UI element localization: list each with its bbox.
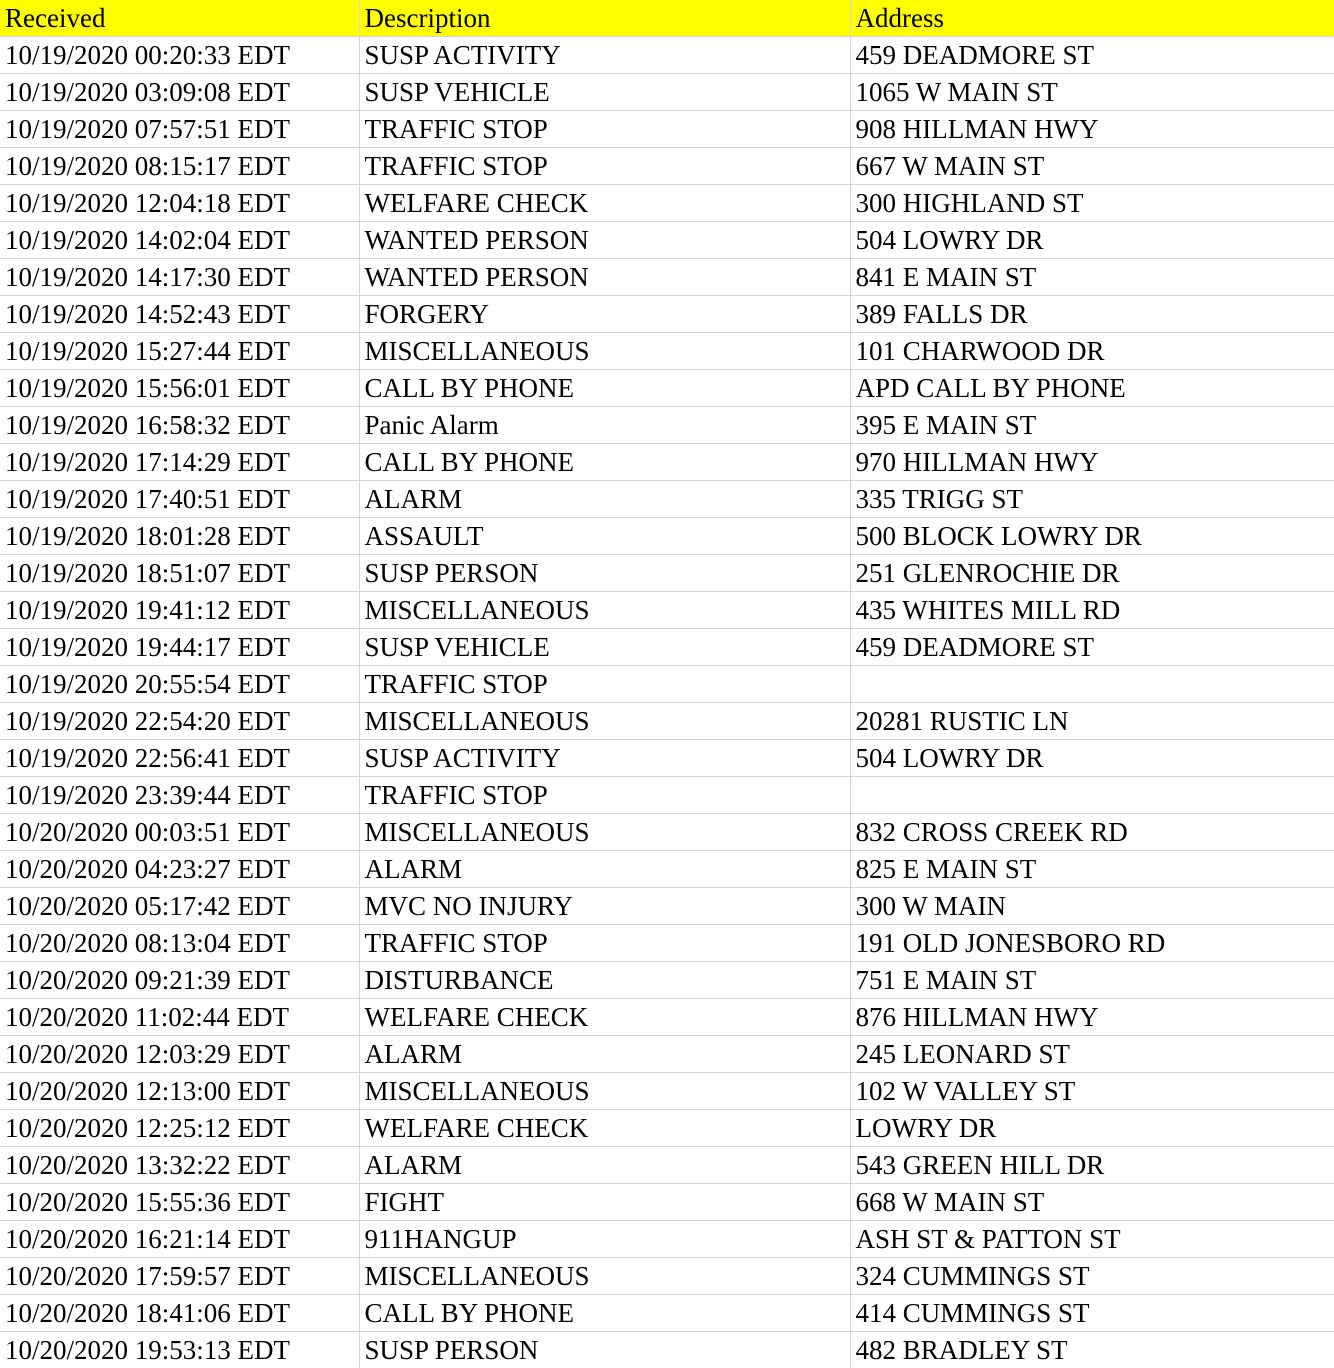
cell-description[interactable]: SUSP VEHICLE [359,74,850,111]
cell-description[interactable]: ALARM [359,1147,850,1184]
cell-received[interactable]: 10/19/2020 20:55:54 EDT [0,666,359,703]
table-row [0,148,1334,185]
cell-received[interactable]: 10/19/2020 12:04:18 EDT [0,185,359,222]
table-row [0,1036,1334,1073]
table-row [0,222,1334,259]
cell-address[interactable]: APD CALL BY PHONE [850,370,1334,407]
table-row [0,703,1334,740]
table-header [0,0,1334,37]
cell-received[interactable]: 10/19/2020 18:51:07 EDT [0,555,359,592]
table-row [0,1073,1334,1110]
cell-received[interactable]: 10/20/2020 12:03:29 EDT [0,1036,359,1073]
table-row [0,851,1334,888]
cell-description[interactable]: MISCELLANEOUS [359,703,850,740]
table-row [0,1147,1334,1184]
cell-description[interactable]: TRAFFIC STOP [359,111,850,148]
cell-address[interactable]: 389 FALLS DR [850,296,1334,333]
table-row [0,333,1334,370]
cell-address[interactable] [850,666,1334,703]
cell-description[interactable]: WELFARE CHECK [359,1110,850,1147]
table-row [0,1332,1334,1368]
cell-address[interactable]: 435 WHITES MILL RD [850,592,1334,629]
cell-description[interactable]: WANTED PERSON [359,222,850,259]
cell-address[interactable]: ASH ST & PATTON ST [850,1221,1334,1258]
cell-received[interactable]: 10/20/2020 12:13:00 EDT [0,1073,359,1110]
cell-received[interactable]: 10/19/2020 00:20:33 EDT [0,37,359,74]
cell-received[interactable]: 10/19/2020 22:56:41 EDT [0,740,359,777]
cell-received[interactable]: 10/19/2020 14:52:43 EDT [0,296,359,333]
table-row [0,185,1334,222]
cell-description[interactable]: CALL BY PHONE [359,1295,850,1332]
cell-received[interactable]: 10/19/2020 14:17:30 EDT [0,259,359,296]
cell-description[interactable]: TRAFFIC STOP [359,777,850,814]
cell-address[interactable]: 324 CUMMINGS ST [850,1258,1334,1295]
cell-received[interactable]: 10/19/2020 18:01:28 EDT [0,518,359,555]
cell-received[interactable]: 10/20/2020 05:17:42 EDT [0,888,359,925]
cell-address[interactable]: 482 BRADLEY ST [850,1332,1334,1368]
cell-address[interactable]: 251 GLENROCHIE DR [850,555,1334,592]
table-row [0,592,1334,629]
cell-address[interactable]: 414 CUMMINGS ST [850,1295,1334,1332]
table-row [0,1110,1334,1147]
cell-description[interactable]: WELFARE CHECK [359,185,850,222]
cell-description[interactable]: TRAFFIC STOP [359,925,850,962]
table-row [0,629,1334,666]
cell-received[interactable]: 10/19/2020 17:40:51 EDT [0,481,359,518]
cell-address[interactable]: 500 BLOCK LOWRY DR [850,518,1334,555]
cell-description[interactable]: MVC NO INJURY [359,888,850,925]
cell-description[interactable]: SUSP PERSON [359,1332,850,1368]
cell-address[interactable]: LOWRY DR [850,1110,1334,1147]
cell-description[interactable]: WANTED PERSON [359,259,850,296]
cell-address[interactable]: 504 LOWRY DR [850,740,1334,777]
cell-received[interactable]: 10/19/2020 19:41:12 EDT [0,592,359,629]
cell-received[interactable]: 10/20/2020 13:32:22 EDT [0,1147,359,1184]
table-row [0,1184,1334,1221]
table-row [0,962,1334,999]
cell-description[interactable]: MISCELLANEOUS [359,814,850,851]
cell-address[interactable]: 970 HILLMAN HWY [850,444,1334,481]
cell-address[interactable]: 841 E MAIN ST [850,259,1334,296]
cell-received[interactable]: 10/20/2020 11:02:44 EDT [0,999,359,1036]
cell-address[interactable]: 908 HILLMAN HWY [850,111,1334,148]
cell-address[interactable]: 191 OLD JONESBORO RD [850,925,1334,962]
cell-address[interactable]: 20281 RUSTIC LN [850,703,1334,740]
cell-received[interactable]: 10/20/2020 09:21:39 EDT [0,962,359,999]
cell-description[interactable]: MISCELLANEOUS [359,1073,850,1110]
table-row [0,888,1334,925]
cell-address[interactable]: 245 LEONARD ST [850,1036,1334,1073]
cell-received[interactable]: 10/20/2020 18:41:06 EDT [0,1295,359,1332]
cell-address[interactable]: 825 E MAIN ST [850,851,1334,888]
cell-received[interactable]: 10/20/2020 08:13:04 EDT [0,925,359,962]
cell-received[interactable]: 10/19/2020 08:15:17 EDT [0,148,359,185]
cell-description[interactable]: FORGERY [359,296,850,333]
table-row [0,1258,1334,1295]
header-address[interactable]: Address [850,0,1334,37]
cell-received[interactable]: 10/20/2020 04:23:27 EDT [0,851,359,888]
table-row [0,74,1334,111]
cell-description[interactable]: SUSP VEHICLE [359,629,850,666]
header-description[interactable]: Description [359,0,850,37]
cell-received[interactable]: 10/20/2020 17:59:57 EDT [0,1258,359,1295]
cell-received[interactable]: 10/20/2020 15:55:36 EDT [0,1184,359,1221]
cell-received[interactable]: 10/19/2020 17:14:29 EDT [0,444,359,481]
cell-description[interactable]: MISCELLANEOUS [359,1258,850,1295]
cell-description[interactable]: SUSP PERSON [359,555,850,592]
cell-address[interactable]: 668 W MAIN ST [850,1184,1334,1221]
cell-description[interactable]: Panic Alarm [359,407,850,444]
table-row [0,925,1334,962]
table-row [0,407,1334,444]
cell-description[interactable]: DISTURBANCE [359,962,850,999]
cell-description[interactable]: SUSP ACTIVITY [359,37,850,74]
cell-received[interactable]: 10/20/2020 19:53:13 EDT [0,1332,359,1368]
cell-address[interactable]: 300 W MAIN [850,888,1334,925]
cell-address[interactable]: 1065 W MAIN ST [850,74,1334,111]
table-row [0,814,1334,851]
cell-received[interactable]: 10/19/2020 15:27:44 EDT [0,333,359,370]
cell-description[interactable]: FIGHT [359,1184,850,1221]
cell-received[interactable]: 10/19/2020 15:56:01 EDT [0,370,359,407]
cell-address[interactable]: 101 CHARWOOD DR [850,333,1334,370]
cell-address[interactable]: 667 W MAIN ST [850,148,1334,185]
table-body [0,37,1334,1368]
table-row [0,370,1334,407]
cell-received[interactable]: 10/19/2020 23:39:44 EDT [0,777,359,814]
header-row [0,0,1334,37]
cell-description[interactable]: MISCELLANEOUS [359,592,850,629]
cell-received[interactable]: 10/20/2020 12:25:12 EDT [0,1110,359,1147]
table-row [0,518,1334,555]
cell-received[interactable]: 10/20/2020 16:21:14 EDT [0,1221,359,1258]
table-row [0,777,1334,814]
table-row [0,481,1334,518]
table-row [0,37,1334,74]
cell-address[interactable]: 395 E MAIN ST [850,407,1334,444]
cell-description[interactable]: TRAFFIC STOP [359,666,850,703]
table-row [0,1221,1334,1258]
cell-received[interactable]: 10/19/2020 14:02:04 EDT [0,222,359,259]
table-row [0,555,1334,592]
cell-received[interactable]: 10/20/2020 00:03:51 EDT [0,814,359,851]
cell-description[interactable]: ASSAULT [359,518,850,555]
cell-address[interactable]: 102 W VALLEY ST [850,1073,1334,1110]
cell-address[interactable]: 543 GREEN HILL DR [850,1147,1334,1184]
header-received[interactable]: Received [0,0,359,37]
table-row [0,259,1334,296]
cell-description[interactable]: ALARM [359,1036,850,1073]
cell-address[interactable]: 832 CROSS CREEK RD [850,814,1334,851]
cell-description[interactable]: ALARM [359,851,850,888]
cell-address[interactable]: 300 HIGHLAND ST [850,185,1334,222]
cell-received[interactable]: 10/19/2020 07:57:51 EDT [0,111,359,148]
cell-received[interactable]: 10/19/2020 19:44:17 EDT [0,629,359,666]
cell-address[interactable]: 876 HILLMAN HWY [850,999,1334,1036]
table-row [0,999,1334,1036]
cell-description[interactable]: TRAFFIC STOP [359,148,850,185]
cell-description[interactable]: MISCELLANEOUS [359,333,850,370]
cell-description[interactable]: ALARM [359,481,850,518]
cell-address[interactable]: 459 DEADMORE ST [850,629,1334,666]
cell-description[interactable]: CALL BY PHONE [359,370,850,407]
cell-received[interactable]: 10/19/2020 16:58:32 EDT [0,407,359,444]
cell-description[interactable]: SUSP ACTIVITY [359,740,850,777]
table-row [0,444,1334,481]
cell-received[interactable]: 10/19/2020 22:54:20 EDT [0,703,359,740]
table-row [0,666,1334,703]
table-row [0,111,1334,148]
table-row [0,296,1334,333]
cell-address[interactable] [850,777,1334,814]
table-row [0,740,1334,777]
cell-description[interactable]: 911HANGUP [359,1221,850,1258]
cell-address[interactable]: 504 LOWRY DR [850,222,1334,259]
cell-address[interactable]: 335 TRIGG ST [850,481,1334,518]
cell-description[interactable]: WELFARE CHECK [359,999,850,1036]
cell-address[interactable]: 459 DEADMORE ST [850,37,1334,74]
cell-received[interactable]: 10/19/2020 03:09:08 EDT [0,74,359,111]
cell-address[interactable]: 751 E MAIN ST [850,962,1334,999]
cell-description[interactable]: CALL BY PHONE [359,444,850,481]
table-row [0,1295,1334,1332]
